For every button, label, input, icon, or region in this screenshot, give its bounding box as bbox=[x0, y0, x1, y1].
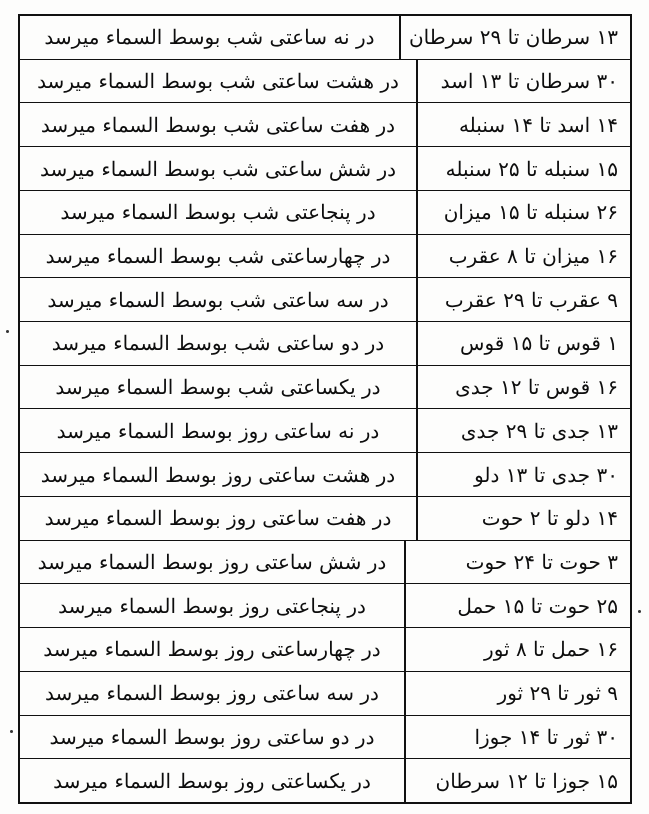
meridian-time-cell bbox=[20, 103, 418, 146]
date-range-cell bbox=[406, 672, 630, 715]
meridian-time-text: در هفت ساعتی روز بوسط السماء میرسد bbox=[44, 506, 392, 531]
meridian-time-text: در یکساعتی شب بوسط السماء میرسد bbox=[55, 375, 381, 400]
date-range-cell bbox=[418, 409, 630, 452]
meridian-time-text: در یکساعتی روز بوسط السماء میرسد bbox=[53, 768, 371, 793]
meridian-time-text: در شش ساعتی روز بوسط السماء میرسد bbox=[37, 549, 387, 574]
date-range-cell bbox=[418, 453, 630, 496]
date-range-text: ۱۶ میزان تا ۸ عقرب bbox=[448, 243, 618, 268]
meridian-time-text: در پنجاعتی روز بوسط السماء میرسد bbox=[58, 593, 366, 618]
date-range-text: ۹ ثور تا ۲۹ ثور bbox=[497, 681, 618, 706]
table-row bbox=[20, 16, 630, 60]
date-range-cell bbox=[401, 16, 630, 59]
date-range-text: ۱۳ سرطان تا ۲۹ سرطان bbox=[408, 25, 618, 50]
meridian-time-cell bbox=[20, 628, 406, 671]
meridian-time-cell bbox=[20, 191, 418, 234]
meridian-time-text: در شش ساعتی شب بوسط السماء میرسد bbox=[39, 156, 397, 181]
table-row bbox=[20, 278, 630, 322]
date-range-cell bbox=[406, 584, 630, 627]
date-range-cell bbox=[406, 628, 630, 671]
date-range-text: ۱۵ جوزا تا ۱۲ سرطان bbox=[435, 768, 618, 793]
meridian-time-text: در هشت ساعتی شب بوسط السماء میرسد bbox=[37, 69, 399, 94]
date-range-cell bbox=[406, 716, 630, 759]
table-row bbox=[20, 759, 630, 802]
table-row bbox=[20, 541, 630, 585]
date-range-text: ۱۴ اسد تا ۱۴ سنبله bbox=[458, 112, 618, 137]
date-range-text: ۱۳ جدی تا ۲۹ جدی bbox=[460, 418, 618, 443]
date-range-text: ۲۶ سنبله تا ۱۵ میزان bbox=[443, 200, 618, 225]
table-row bbox=[20, 366, 630, 410]
table-row bbox=[20, 453, 630, 497]
date-range-cell bbox=[406, 541, 630, 584]
meridian-time-text: در سه ساعتی شب بوسط السماء میرسد bbox=[47, 287, 389, 312]
meridian-time-text: در چهارساعتی شب بوسط السماء میرسد bbox=[45, 243, 391, 268]
meridian-time-cell bbox=[20, 716, 406, 759]
table-row bbox=[20, 147, 630, 191]
meridian-time-cell bbox=[20, 322, 418, 365]
date-range-text: ۳۰ جدی تا ۱۳ دلو bbox=[474, 462, 618, 487]
meridian-time-cell bbox=[20, 409, 418, 452]
ink-speck bbox=[6, 330, 9, 333]
table-row bbox=[20, 409, 630, 453]
meridian-time-text: در هفت ساعتی شب بوسط السماء میرسد bbox=[40, 112, 396, 137]
meridian-time-cell bbox=[20, 759, 406, 802]
meridian-time-cell bbox=[20, 453, 418, 496]
date-range-cell bbox=[418, 60, 630, 103]
ink-speck bbox=[10, 730, 13, 733]
meridian-time-cell bbox=[20, 235, 418, 278]
ink-speck bbox=[638, 610, 641, 613]
date-range-text: ۹ عقرب تا ۲۹ عقرب bbox=[444, 287, 618, 312]
meridian-time-cell bbox=[20, 16, 401, 59]
table-row bbox=[20, 628, 630, 672]
date-range-text: ۱۴ دلو تا ۲ حوت bbox=[481, 506, 618, 531]
meridian-time-text: در نه ساعتی شب بوسط السماء میرسد bbox=[44, 25, 375, 50]
date-range-cell bbox=[418, 235, 630, 278]
transit-table bbox=[18, 14, 632, 804]
date-range-text: ۱۶ حمل تا ۸ ثور bbox=[484, 637, 618, 662]
meridian-time-cell bbox=[20, 366, 418, 409]
meridian-time-cell bbox=[20, 672, 406, 715]
meridian-time-text: در پنجاعتی شب بوسط السماء میرسد bbox=[60, 200, 376, 225]
meridian-time-cell bbox=[20, 147, 418, 190]
date-range-cell bbox=[418, 103, 630, 146]
date-range-text: ۳۰ سرطان تا ۱۳ اسد bbox=[440, 69, 618, 94]
date-range-text: ۳۰ ثور تا ۱۴ جوزا bbox=[474, 724, 618, 749]
date-range-text: ۱۶ قوس تا ۱۲ جدی bbox=[455, 375, 618, 400]
date-range-cell bbox=[406, 759, 630, 802]
meridian-time-cell bbox=[20, 584, 406, 627]
meridian-time-text: در هشت ساعتی روز بوسط السماء میرسد bbox=[40, 462, 396, 487]
table-row bbox=[20, 497, 630, 541]
meridian-time-text: در دو ساعتی شب بوسط السماء میرسد bbox=[51, 331, 385, 356]
meridian-time-cell bbox=[20, 541, 406, 584]
meridian-time-text: در سه ساعتی روز بوسط السماء میرسد bbox=[45, 681, 379, 706]
table-row bbox=[20, 716, 630, 760]
meridian-time-text: در دو ساعتی روز بوسط السماء میرسد bbox=[49, 724, 375, 749]
date-range-text: ۲۵ حوت تا ۱۵ حمل bbox=[457, 593, 618, 618]
date-range-cell bbox=[418, 147, 630, 190]
date-range-cell bbox=[418, 366, 630, 409]
date-range-text: ۱ قوس تا ۱۵ قوس bbox=[460, 331, 618, 356]
table-row bbox=[20, 103, 630, 147]
meridian-time-cell bbox=[20, 60, 418, 103]
table-row bbox=[20, 235, 630, 279]
date-range-text: ۳ حوت تا ۲۴ حوت bbox=[465, 549, 618, 574]
date-range-cell bbox=[418, 278, 630, 321]
table-row bbox=[20, 322, 630, 366]
meridian-time-text: در چهارساعتی روز بوسط السماء میرسد bbox=[43, 637, 381, 662]
meridian-time-cell bbox=[20, 497, 418, 540]
table-row bbox=[20, 584, 630, 628]
meridian-time-text: در نه ساعتی روز بوسط السماء میرسد bbox=[56, 418, 380, 443]
table-row bbox=[20, 672, 630, 716]
date-range-cell bbox=[418, 191, 630, 234]
date-range-cell bbox=[418, 322, 630, 365]
date-range-text: ۱۵ سنبله تا ۲۵ سنبله bbox=[445, 156, 618, 181]
meridian-time-cell bbox=[20, 278, 418, 321]
table-row bbox=[20, 191, 630, 235]
date-range-cell bbox=[418, 497, 630, 540]
table-row bbox=[20, 60, 630, 104]
